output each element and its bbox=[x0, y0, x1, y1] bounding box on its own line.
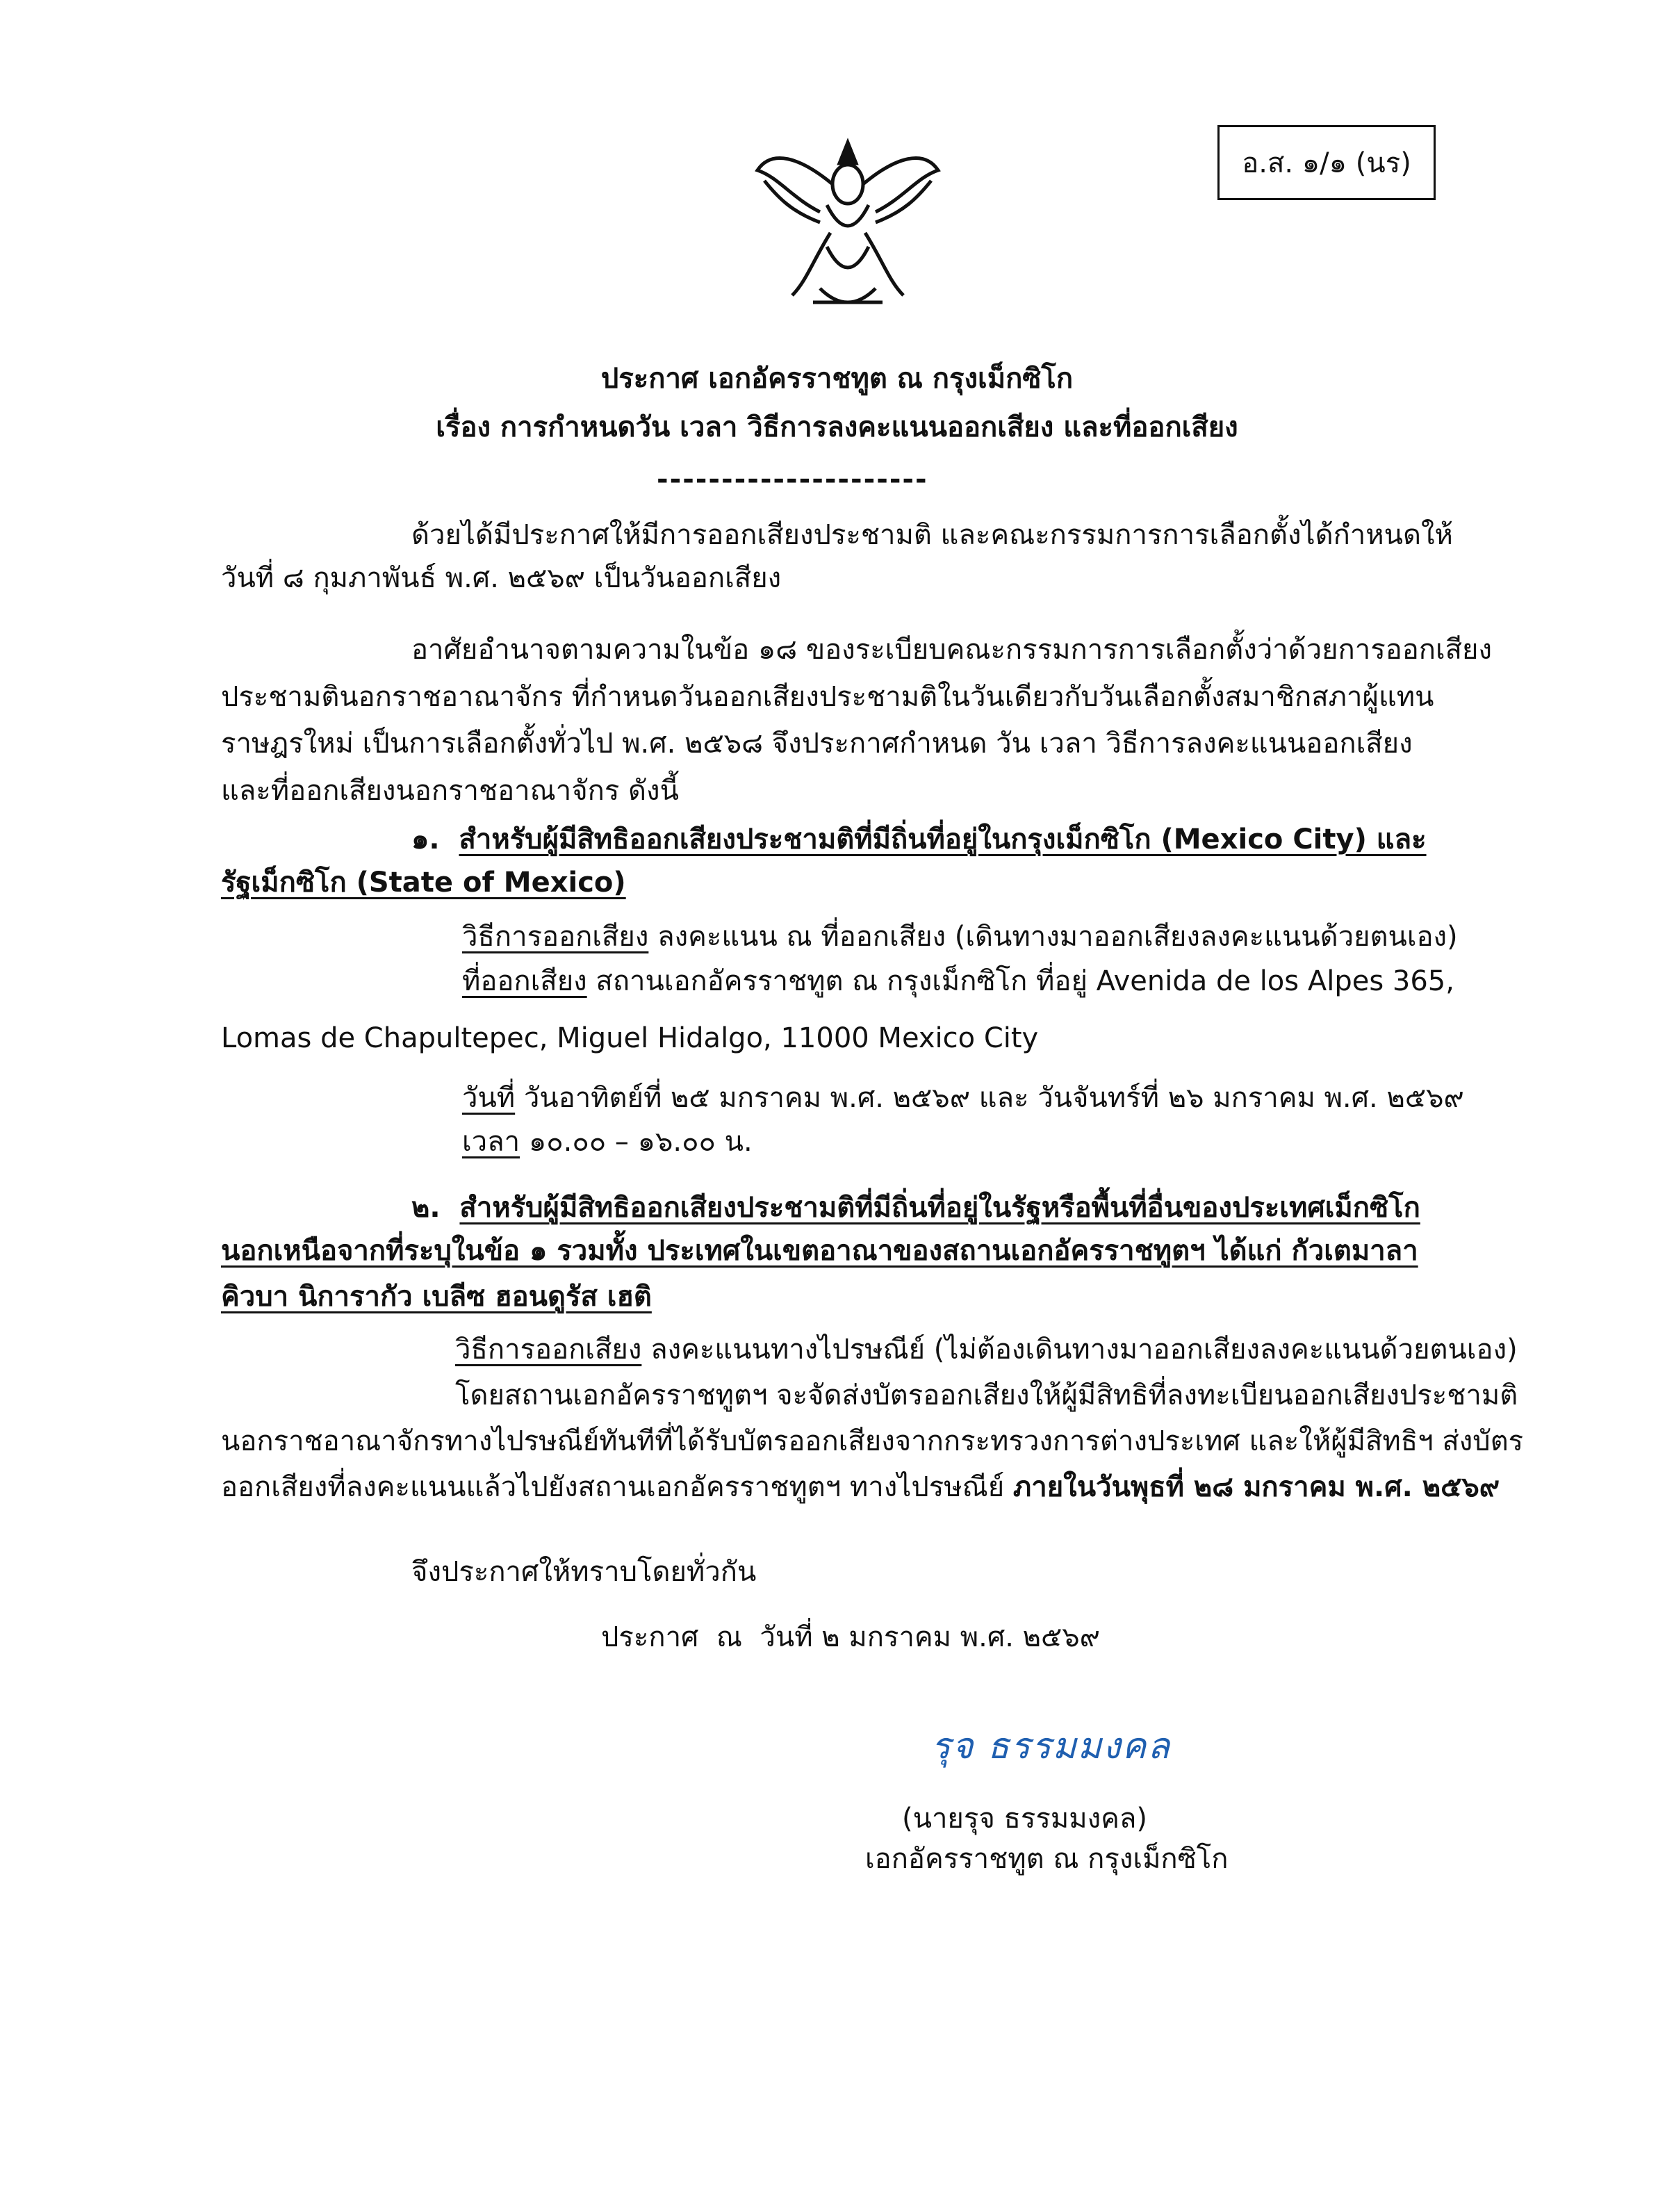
item1-place-label: ที่ออกเสียง bbox=[462, 965, 587, 997]
item2-heading: คิวบา นิการากัว เบลีซ ฮอนดูรัส เฮติ bbox=[221, 1281, 652, 1313]
garuda-emblem bbox=[750, 129, 945, 323]
item2-heading: สำหรับผู้มีสิทธิออกเสียงประชามติที่มีถิ่นที่อยู่ในรัฐหรือพื้นที่อื่นของประเทศเม็กซิโก bbox=[459, 1192, 1420, 1224]
item2-method-value: ลงคะแนนทางไปรษณีย์ (ไม่ต้องเดินทางมาออกเสียงลงคะแนนด้วยตนเอง) bbox=[641, 1334, 1518, 1366]
item1-heading: สำหรับผู้มีสิทธิออกเสียงประชามติที่มีถิ่นที่อยู่ในกรุงเม็กซิโก (Mexico City) และ bbox=[459, 824, 1427, 855]
item2-number: ๒. bbox=[411, 1192, 441, 1224]
item1-place-value: สถานเอกอัครราชทูต ณ กรุงเม็กซิโก ที่อยู่ Avenida de los Alpes 365, bbox=[586, 965, 1454, 997]
item2-heading: นอกเหนือจากที่ระบุในข้อ ๑ รวมทั้ง ประเทศในเขตอาณาของสถานเอกอัครราชทูตฯ ได้แก่ กัวเตมาลา bbox=[221, 1235, 1418, 1267]
announce-date: ประกาศ ณ วันที่ ๒ มกราคม พ.ศ. ๒๕๖๙ bbox=[601, 1621, 1100, 1653]
item1-time-label: เวลา bbox=[462, 1126, 520, 1158]
title-divider: --------------------- bbox=[657, 464, 928, 495]
para1-line: วันที่ ๘ กุมภาพันธ์ พ.ศ. ๒๕๖๙ เป็นวันออกเสียง bbox=[221, 562, 782, 594]
item1-number: ๑. bbox=[411, 824, 440, 855]
item1-heading: รัฐเม็กซิโก (State of Mexico) bbox=[221, 867, 626, 899]
item2-detail-line: ออกเสียงที่ลงคะแนนแล้วไปยังสถานเอกอัครราชทูตฯ ทางไปรษณีย์ bbox=[221, 1471, 1013, 1503]
para2-line: ราษฎรใหม่ เป็นการเลือกตั้งทั่วไป พ.ศ. ๒๕๖๘ จึงประกาศกำหนด วัน เวลา วิธีการลงคะแนนออกเสียง bbox=[221, 728, 1413, 760]
item1-place-address: Lomas de Chapultepec, Miguel Hidalgo, 11000 Mexico City bbox=[221, 1022, 1039, 1054]
item2-detail-line: นอกราชอาณาจักรทางไปรษณีย์ทันทีที่ได้รับบัตรออกเสียงจากกระทรวงการต่างประเทศ และให้ผู้มีสิทธิฯ ส่งบัตร bbox=[221, 1425, 1524, 1457]
title-line-2: เรื่อง การกำหนดวัน เวลา วิธีการลงคะแนนออกเสียง และที่ออกเสียง bbox=[436, 411, 1238, 443]
para1-line: ด้วยได้มีประกาศให้มีการออกเสียงประชามติ และคณะกรรมการการเลือกตั้งได้กำหนดให้ bbox=[411, 519, 1453, 551]
item1-method-value: ลงคะแนน ณ ที่ออกเสียง (เดินทางมาออกเสียงลงคะแนนด้วยตนเอง) bbox=[648, 921, 1458, 953]
title-line-1: ประกาศ เอกอัครราชทูต ณ กรุงเม็กซิโก bbox=[600, 363, 1074, 395]
item2-method-label: วิธีการออกเสียง bbox=[455, 1334, 642, 1366]
item1-date-label: วันที่ bbox=[462, 1082, 516, 1114]
signer-title: เอกอัครราชทูต ณ กรุงเม็กซิโก bbox=[865, 1843, 1229, 1875]
form-code: อ.ส. ๑/๑ (นร) bbox=[1242, 147, 1411, 179]
para2-line: อาศัยอำนาจตามความในข้อ ๑๘ ของระเบียบคณะกรรมการการเลือกตั้งว่าด้วยการออกเสียง bbox=[411, 634, 1493, 666]
item2-detail-line: โดยสถานเอกอัครราชทูตฯ จะจัดส่งบัตรออกเสียงให้ผู้มีสิทธิที่ลงทะเบียนออกเสียงประชามติ bbox=[455, 1379, 1518, 1411]
signature: รุจ ธรรมมงคล bbox=[931, 1726, 1172, 1767]
signer-name: (นายรุจ ธรรมมงคล) bbox=[902, 1803, 1148, 1835]
form-code-box bbox=[1217, 125, 1436, 200]
item2-deadline: ภายในวันพุธที่ ๒๘ มกราคม พ.ศ. ๒๕๖๙ bbox=[1012, 1471, 1500, 1503]
para2-line: ประชามตินอกราชอาณาจักร ที่กำหนดวันออกเสียงประชามติในวันเดียวกับวันเลือกตั้งสมาชิกสภาผู้แทน bbox=[221, 681, 1434, 713]
closing-text: จึงประกาศให้ทราบโดยทั่วกัน bbox=[411, 1556, 757, 1588]
item1-time-value: ๑๐.๐๐ – ๑๖.๐๐ น. bbox=[520, 1126, 753, 1158]
item1-date-value: วันอาทิตย์ที่ ๒๕ มกราคม พ.ศ. ๒๕๖๙ และ วันจันทร์ที่ ๒๖ มกราคม พ.ศ. ๒๕๖๙ bbox=[515, 1082, 1464, 1114]
para2-line: และที่ออกเสียงนอกราชอาณาจักร ดังนี้ bbox=[221, 775, 679, 807]
item1-method-label: วิธีการออกเสียง bbox=[462, 921, 649, 953]
